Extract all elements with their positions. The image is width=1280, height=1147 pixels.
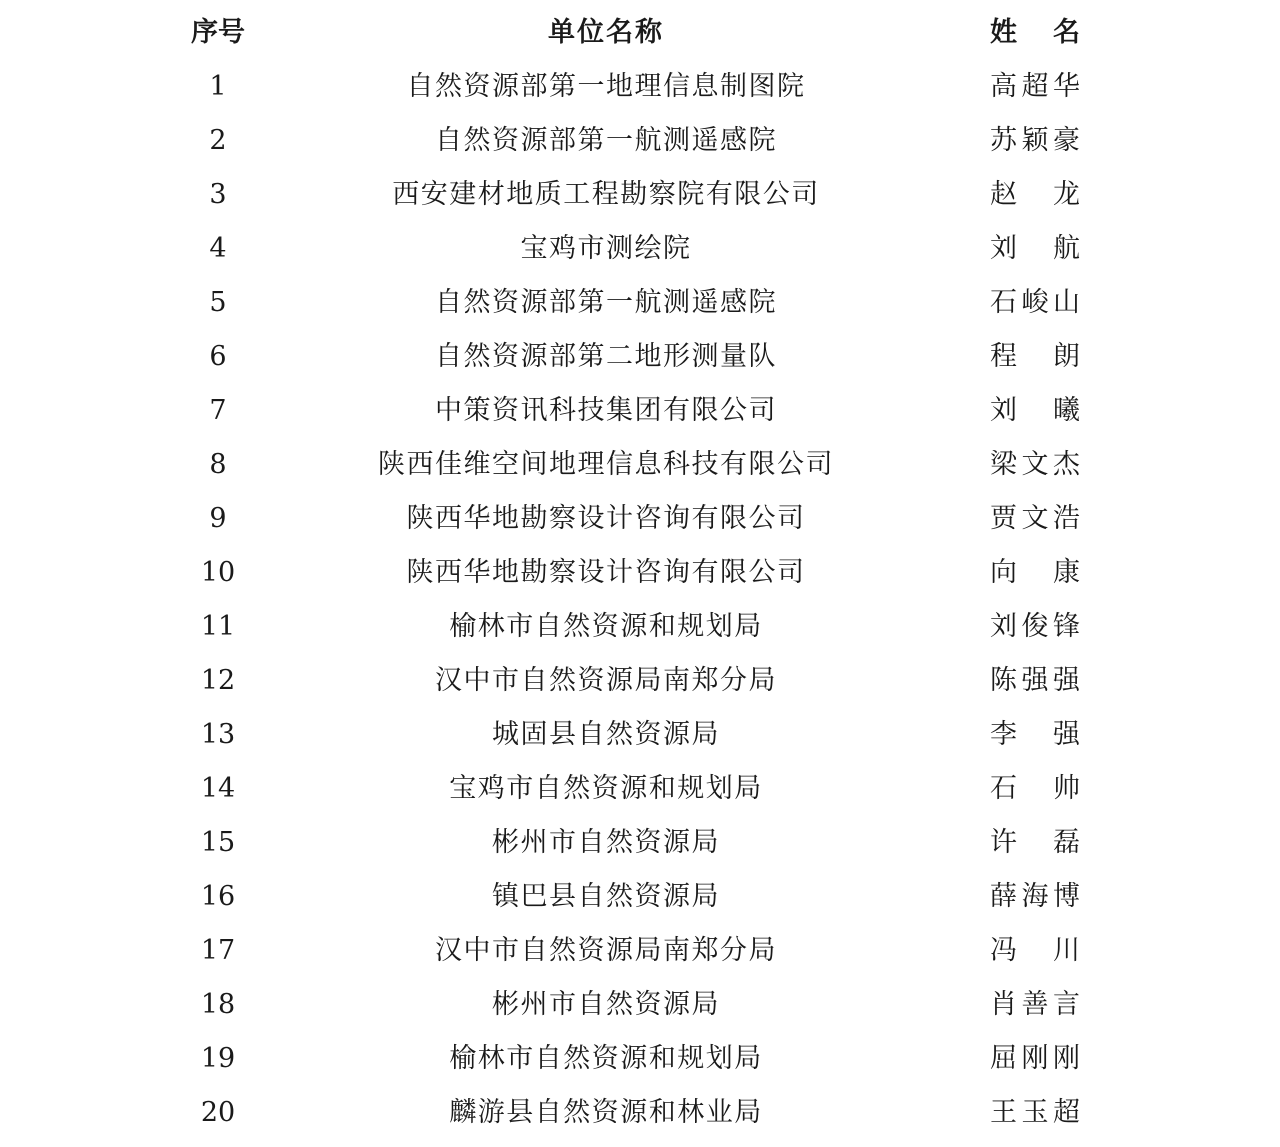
row-unit: 麟游县自然资源和林业局	[449, 1097, 763, 1128]
row-index: 2	[209, 125, 227, 156]
table-row	[0, 168, 1280, 222]
row-name: 程 朗	[990, 341, 1080, 372]
table-row	[0, 870, 1280, 924]
row-name: 苏颖豪	[990, 125, 1080, 156]
table-row	[0, 978, 1280, 1032]
row-index: 5	[209, 287, 227, 318]
row-index: 12	[200, 665, 236, 696]
row-name: 高超华	[990, 71, 1080, 102]
table-row	[0, 924, 1280, 978]
row-index: 14	[200, 773, 236, 804]
table-row	[0, 1032, 1280, 1086]
row-name: 石 帅	[990, 773, 1080, 804]
row-unit: 宝鸡市自然资源和规划局	[449, 773, 763, 804]
table-header	[0, 6, 1280, 60]
row-index: 19	[200, 1043, 236, 1074]
header-name: 姓 名	[990, 17, 1080, 48]
row-index: 1	[209, 71, 227, 102]
row-unit: 榆林市自然资源和规划局	[449, 1043, 763, 1074]
table-row	[0, 816, 1280, 870]
row-index: 9	[209, 503, 227, 534]
row-name: 梁文杰	[990, 449, 1080, 480]
table-row	[0, 708, 1280, 762]
row-index: 13	[200, 719, 236, 750]
row-name: 刘 航	[990, 233, 1080, 264]
row-name: 薛海博	[990, 881, 1080, 912]
row-name: 李 强	[990, 719, 1080, 750]
table-row	[0, 384, 1280, 438]
row-name: 贾文浩	[990, 503, 1080, 534]
row-unit: 自然资源部第一航测遥感院	[435, 125, 777, 156]
row-name: 刘 曦	[990, 395, 1080, 426]
table-row	[0, 654, 1280, 708]
table-row	[0, 762, 1280, 816]
row-name: 石峻山	[990, 287, 1080, 318]
table-row	[0, 492, 1280, 546]
table-row	[0, 438, 1280, 492]
row-unit: 自然资源部第一航测遥感院	[435, 287, 777, 318]
row-unit: 西安建材地质工程勘察院有限公司	[392, 179, 820, 210]
row-unit: 中策资讯科技集团有限公司	[435, 395, 777, 426]
row-unit: 彬州市自然资源局	[492, 827, 720, 858]
row-index: 15	[200, 827, 236, 858]
row-index: 11	[200, 611, 236, 642]
row-name: 刘俊锋	[990, 611, 1080, 642]
header-unit: 单位名称	[548, 17, 664, 48]
row-unit: 榆林市自然资源和规划局	[449, 611, 763, 642]
row-unit: 镇巴县自然资源局	[492, 881, 720, 912]
table-row	[0, 222, 1280, 276]
row-index: 17	[200, 935, 236, 966]
row-index: 16	[200, 881, 236, 912]
row-name: 许 磊	[990, 827, 1080, 858]
row-index: 3	[209, 179, 227, 210]
row-name: 屈刚刚	[990, 1043, 1080, 1074]
table-row	[0, 546, 1280, 600]
row-unit: 城固县自然资源局	[492, 719, 720, 750]
table-row	[0, 1086, 1280, 1140]
table-row	[0, 330, 1280, 384]
row-unit: 宝鸡市测绘院	[520, 233, 692, 264]
row-unit: 彬州市自然资源局	[492, 989, 720, 1020]
row-index: 8	[209, 449, 227, 480]
row-name: 肖善言	[990, 989, 1080, 1020]
row-name: 冯 川	[990, 935, 1080, 966]
table-row	[0, 114, 1280, 168]
row-unit: 自然资源部第一地理信息制图院	[406, 71, 806, 102]
table-row	[0, 600, 1280, 654]
row-name: 陈强强	[990, 665, 1080, 696]
row-index: 7	[209, 395, 227, 426]
header-index: 序号	[191, 17, 245, 48]
row-index: 6	[209, 341, 227, 372]
row-name: 王玉超	[990, 1097, 1080, 1128]
row-unit: 陕西佳维空间地理信息科技有限公司	[378, 449, 834, 480]
row-unit: 陕西华地勘察设计咨询有限公司	[406, 557, 806, 588]
row-index: 10	[200, 557, 236, 588]
table-row	[0, 60, 1280, 114]
row-name: 向 康	[990, 557, 1080, 588]
row-name: 赵 龙	[990, 179, 1080, 210]
row-index: 4	[209, 233, 227, 264]
row-unit: 汉中市自然资源局南郑分局	[435, 935, 777, 966]
row-index: 20	[200, 1097, 236, 1128]
row-unit: 陕西华地勘察设计咨询有限公司	[406, 503, 806, 534]
row-index: 18	[200, 989, 236, 1020]
row-unit: 汉中市自然资源局南郑分局	[435, 665, 777, 696]
row-unit: 自然资源部第二地形测量队	[435, 341, 777, 372]
table-row	[0, 276, 1280, 330]
